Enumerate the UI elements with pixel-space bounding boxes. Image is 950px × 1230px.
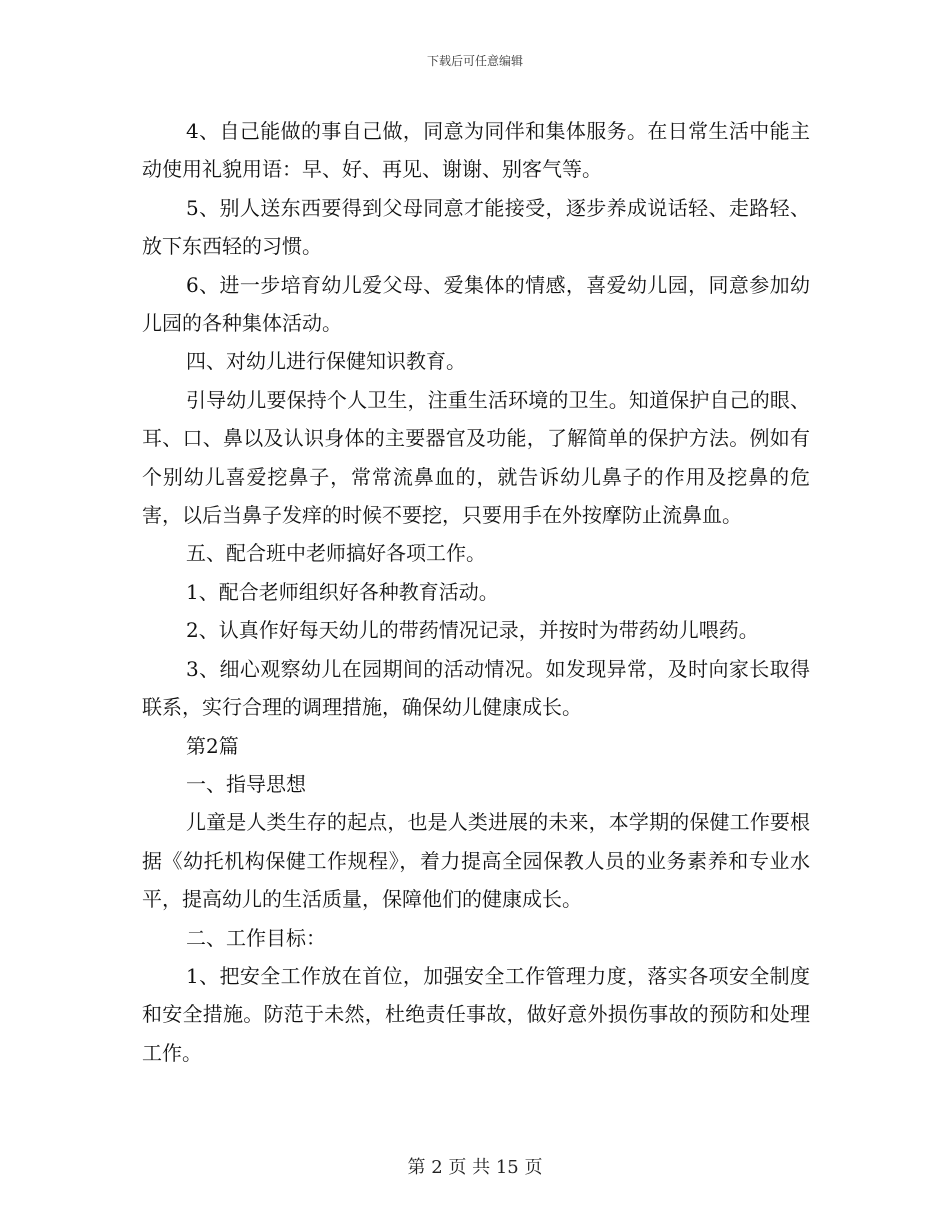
paragraph-item-5: 5、别人送东西要得到父母同意才能接受，逐步养成说话轻、走路轻、放下东西轻的习惯。 [142,195,810,259]
paragraph-cooperate-3: 3、细心观察幼儿在园期间的活动情况。如发现异常，及时向家长取得联系，实行合理的调理措施，确保幼儿健康成长。 [142,656,810,720]
paragraph-item-4: 4、自己能做的事自己做，同意为同伴和集体服务。在日常生活中能主动使用礼貌用语：早、好、再见、谢谢、别客气等。 [142,119,810,182]
paragraph-goal-1: 1、把安全工作放在首位，加强安全工作管理力度，落实各项安全制度和安全措施。防范于未然，杜绝责任事故，做好意外损伤事故的预防和处理工作。 [142,963,810,1065]
page-header-note: 下载后可任意编辑 [426,54,523,68]
paragraph-health-education: 引导幼儿要保持个人卫生，注重生活环境的卫生。知道保护自己的眼、耳、口、鼻以及认识身体的主要器官及功能，了解简单的保护方法。例如有个别幼儿喜爱挖鼻子，常常流鼻血的，就告诉幼儿鼻子的作用及挖鼻的危害，以后当鼻子发痒的时候不要挖，只要用手在外按摩防止流鼻血。 [142,387,810,528]
paragraph-item-6: 6、进一步培育幼儿爱父母、爱集体的情感，喜爱幼儿园，同意参加幼儿园的各种集体活动。 [142,272,810,336]
section-heading-4: 四、对幼儿进行保健知识教育。 [186,349,466,374]
section-heading-5: 五、配合班中老师搞好各项工作。 [186,541,486,566]
page-number-footer: 第 2 页 共 15 页 [407,1157,543,1178]
paragraph-cooperate-1: 1、配合老师组织好各种教育活动。 [186,579,499,604]
section-heading-goals: 二、工作目标： [186,925,326,950]
document-body [142,112,810,1072]
paragraph-guiding: 儿童是人类生存的起点，也是人类进展的未来，本学期的保健工作要根据《幼托机构保健工作规程》，着力提高全园保教人员的业务素养和专业水平，提高幼儿的生活质量，保障他们的健康成长。 [142,810,810,912]
section-heading-guiding: 一、指导思想 [186,771,306,796]
article-heading: 第2篇 [186,733,239,758]
paragraph-cooperate-2: 2、认真作好每天幼儿的带药情况记录，并按时为带药幼儿喂药。 [186,618,759,643]
